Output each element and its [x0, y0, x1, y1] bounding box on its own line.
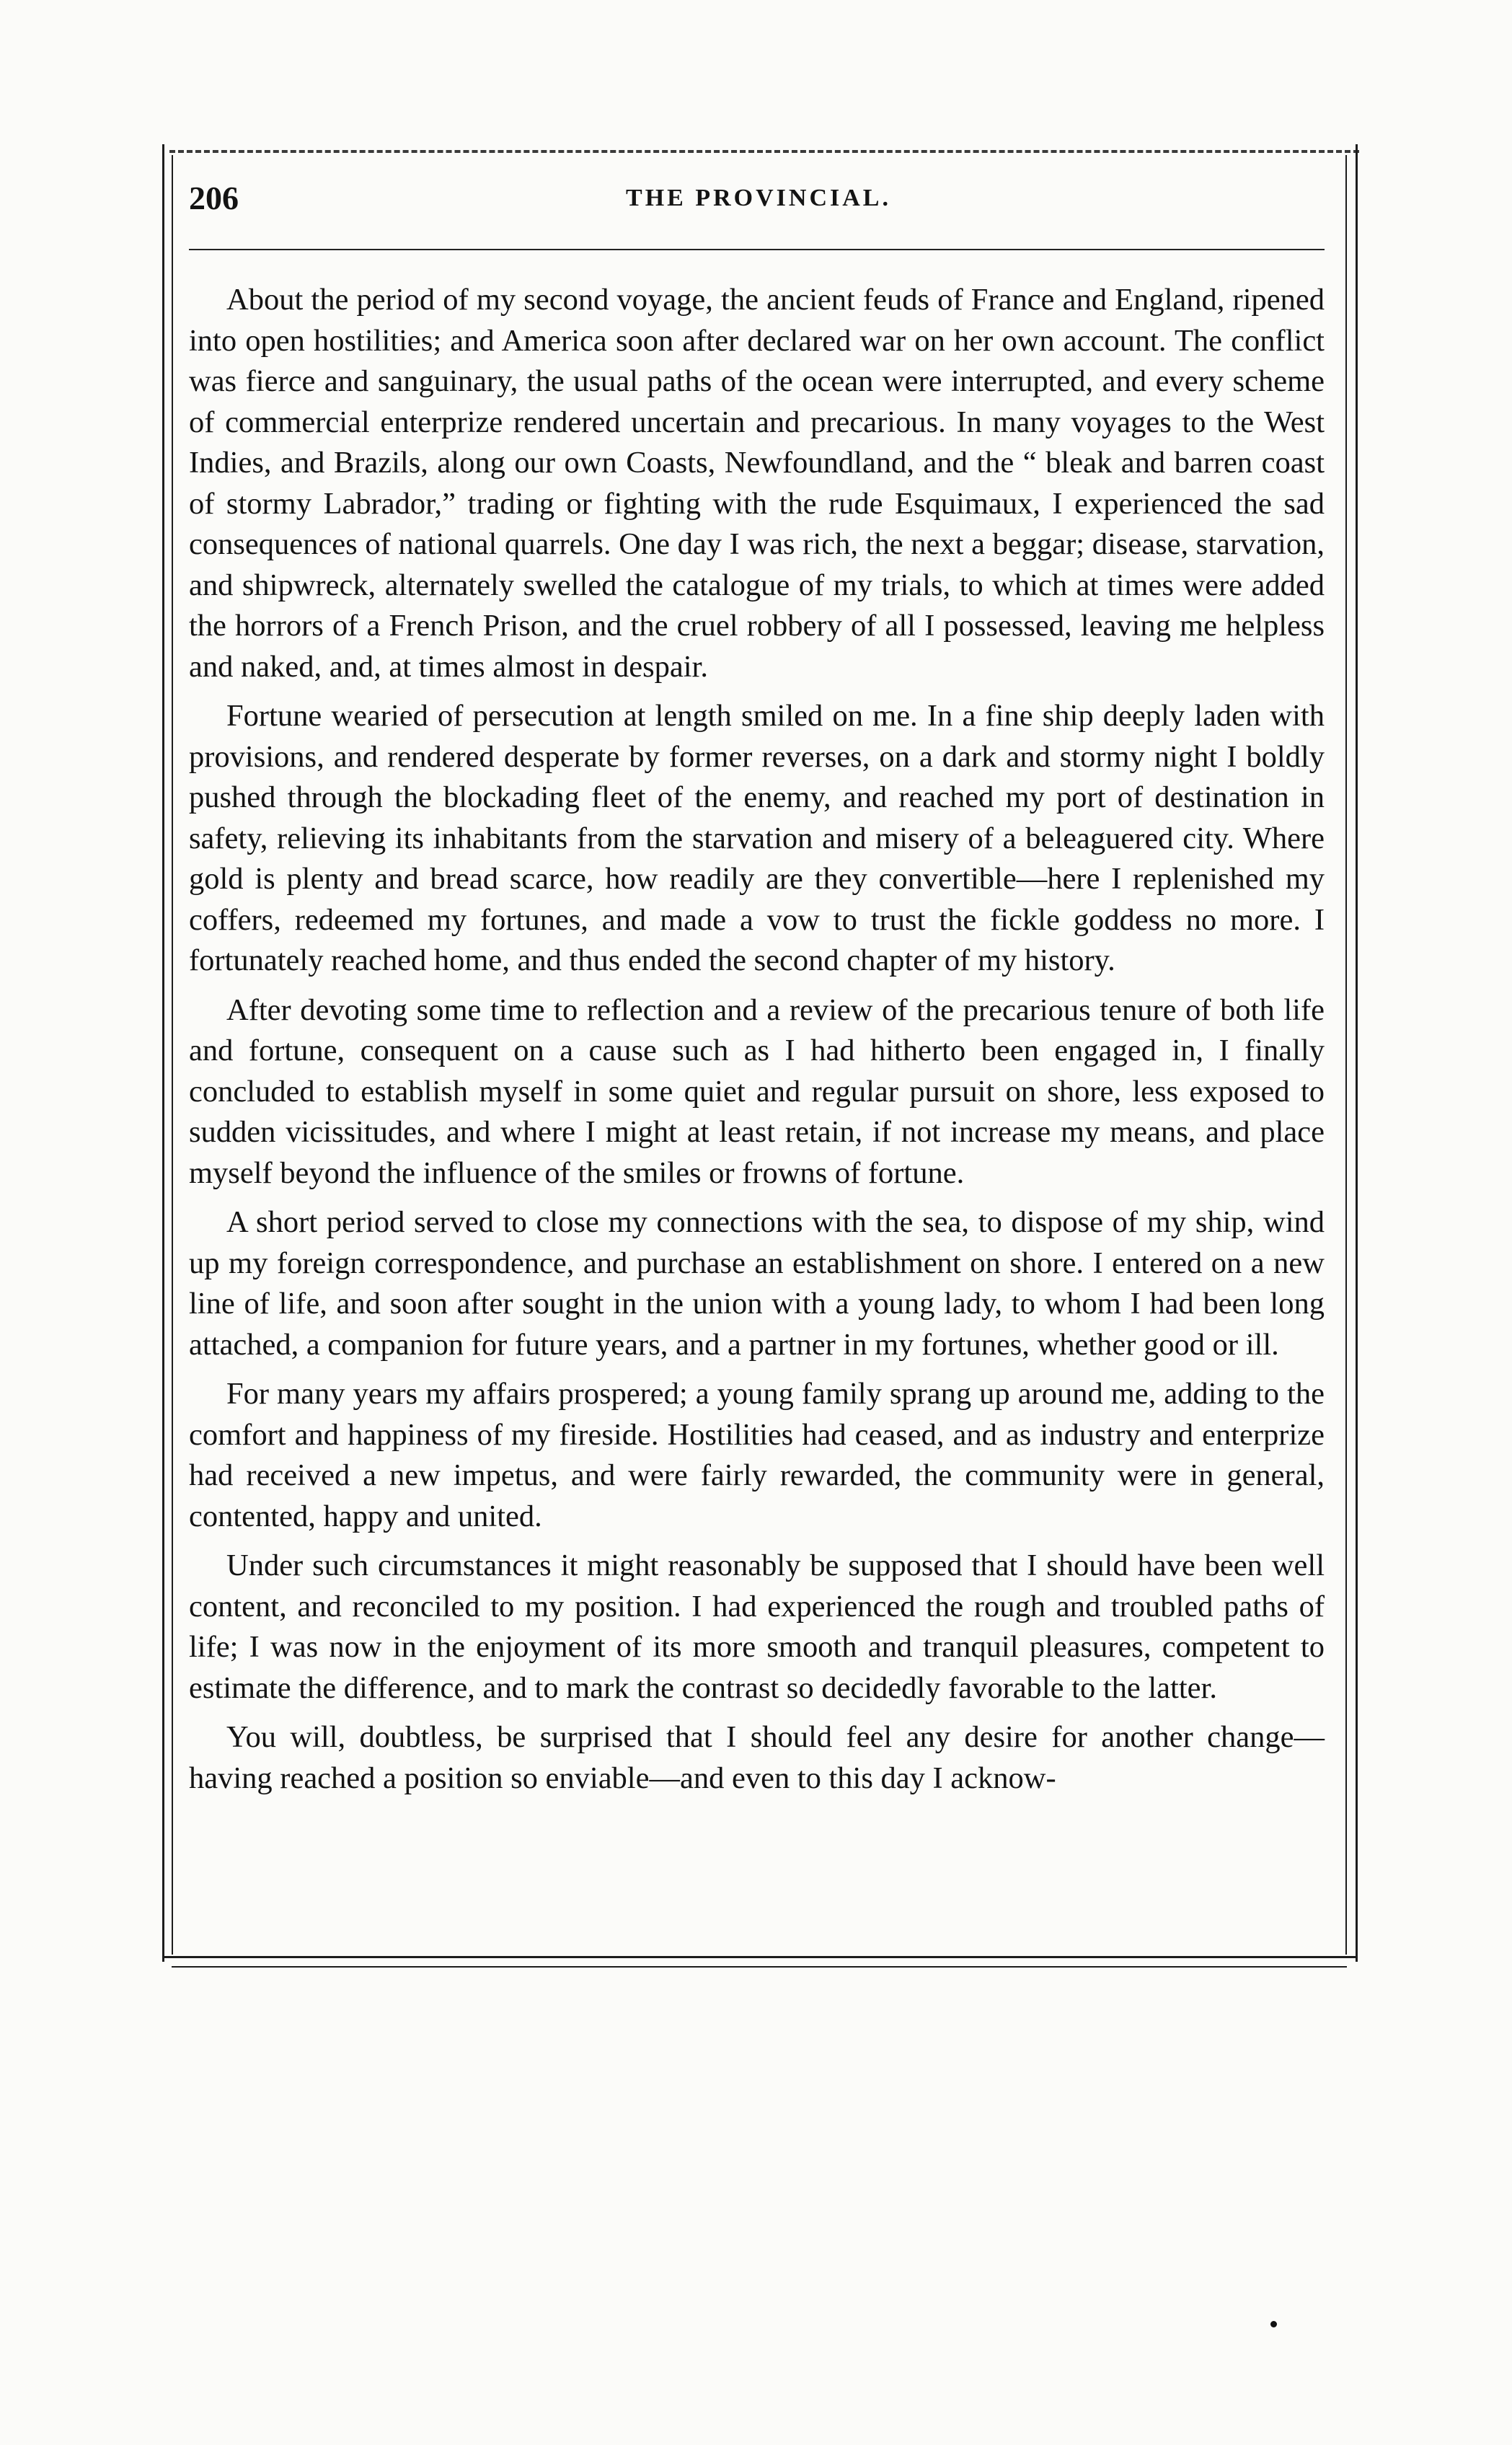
left-border-inner — [172, 155, 173, 1955]
paragraph: For many years my affairs prospered; a young family sprang up around me, adding to the comfort and happiness of my fireside. Hostilities had ceased, and as industry and enterprize had received a new impetus, and were fairly rewarded, the community were in general, contented, happy and united. — [189, 1377, 1325, 1533]
paragraph: About the period of my second voyage, the ancient feuds of France and England, ripened into open hostilities; and America soon after declared war on her own account. The conflict was fierce and sanguinary, the usual paths of the ocean were interrupted, and every scheme of commercial enterprize rendered uncertain and precarious. In many voyages to the West Indies, and Brazils, along our own Coasts, Newfoundland, and the “ bleak and barren coast of stormy Labrador,” trading or fighting with the rude Esquimaux, I experienced the sad consequences of national quarrels. One day I was rich, the next a beggar; disease, starvation, and shipwreck, alternately swelled the catalogue of my trials, to which at times were added the horrors of a French Prison, and the cruel robbery of all I possessed, leaving me helpless and naked, and, at times almost in despair. — [189, 283, 1325, 684]
paragraph: Fortune wearied of persecution at length smiled on me. In a fine ship deeply laden with provisions, and rendered desperate by former reverses, on a dark and stormy night I boldly pushed through the blockading fleet of the enemy, and reached my port of destination in safety, relieving its inhabitants from the starvation and misery of a beleaguered city. Where gold is plenty and bread scarce, how readily are they convertible—here I replenished my coffers, redeemed my fortunes, and made a vow to trust the fickle goddess no more. I fortunately reached home, and thus ended the second chapter of my history. — [189, 699, 1325, 977]
right-border-outer — [1356, 144, 1358, 1962]
running-title: THE PROVINCIAL. — [626, 185, 891, 211]
body-text — [189, 280, 1325, 1807]
paragraph: After devoting some time to reflection and a review of the precarious tenure of both life and fortune, consequent on a cause such as I had hitherto been engaged in, I finally concluded to establish myself in some quiet and regular pursuit on shore, less exposed to sudden vicissitudes, and where I might at least retain, if not increase my means, and place myself beyond the influence of the smiles or frowns of fortune. — [189, 992, 1325, 1190]
paragraph: A short period served to close my connections with the sea, to dispose of my ship, wind up my foreign correspondence, and purchase an establishment on shore. I entered on a new line of life, and soon after sought in the union with a young lady, to whom I had been long attached, a companion for future years, and a partner in my fortunes, whether good or ill. — [189, 1205, 1325, 1362]
right-border-inner — [1345, 155, 1347, 1955]
ink-speck — [1270, 2321, 1277, 2327]
top-border-rule — [169, 150, 1359, 153]
left-border-outer — [162, 144, 164, 1962]
page-number: 206 — [189, 180, 239, 216]
paragraph: Under such circumstances it might reasonably be supposed that I should have been well content, and reconciled to my position. I had experienced the rough and troubled paths of life; I was now in the enjoyment of its more smooth and tranquil pleasures, competent to estimate the difference, and to mark the contrast so decidedly favorable to the latter. — [189, 1548, 1325, 1705]
bottom-border-inner — [172, 1966, 1347, 1968]
running-head — [189, 179, 1328, 222]
bottom-border-outer — [162, 1956, 1358, 1958]
paragraph: You will, doubtless, be surprised that I should feel any desire for another change—having reached a position so enviable—and even to this day I acknow- — [189, 1720, 1325, 1795]
header-rule — [189, 249, 1325, 250]
